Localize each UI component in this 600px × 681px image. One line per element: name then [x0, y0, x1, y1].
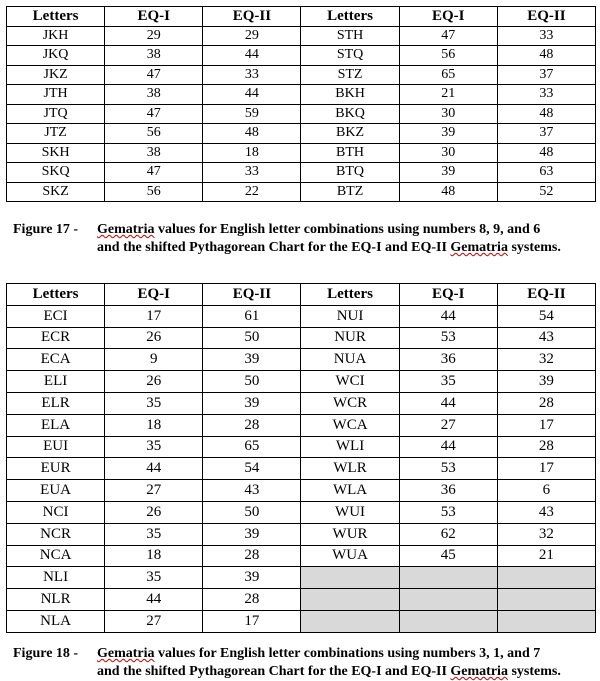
caption-text: and the shifted Pythagorean Chart for the EQ-I and EQ-II [97, 240, 451, 255]
caption-label: Figure 18 - [13, 646, 79, 661]
table-row [7, 589, 596, 611]
value-cell: 56 [105, 182, 203, 202]
empty-cell [301, 589, 399, 611]
letters-cell: ELR [7, 392, 105, 414]
empty-cell [301, 610, 399, 632]
value-cell: 44 [203, 46, 301, 66]
value-cell: 30 [399, 143, 497, 163]
table-row [7, 567, 596, 589]
header-eq1: EQ-I [105, 284, 203, 306]
value-cell: 48 [399, 182, 497, 202]
letters-cell: STH [301, 26, 399, 46]
value-cell: 39 [497, 371, 595, 393]
letters-cell: WCA [301, 414, 399, 436]
table-row [7, 501, 596, 523]
value-cell: 44 [105, 458, 203, 480]
header-eq2: EQ-II [497, 7, 595, 27]
value-cell: 45 [399, 545, 497, 567]
value-cell: 28 [203, 414, 301, 436]
letters-cell: WUA [301, 545, 399, 567]
table-row [7, 305, 596, 327]
value-cell: 44 [399, 392, 497, 414]
letters-cell: BTQ [301, 163, 399, 183]
value-cell: 17 [203, 610, 301, 632]
header-eq1: EQ-I [399, 7, 497, 27]
value-cell: 63 [497, 163, 595, 183]
table-row [7, 46, 596, 66]
letters-cell: BKZ [301, 124, 399, 144]
value-cell: 44 [105, 589, 203, 611]
value-cell: 28 [497, 436, 595, 458]
table-row [7, 182, 596, 202]
value-cell: 48 [497, 143, 595, 163]
letters-cell: WCR [301, 392, 399, 414]
table-body [7, 305, 596, 632]
letters-cell: EUI [7, 436, 105, 458]
value-cell: 36 [399, 349, 497, 371]
table-header-row [7, 7, 596, 27]
table-row [7, 143, 596, 163]
value-cell: 30 [399, 104, 497, 124]
value-cell: 35 [105, 567, 203, 589]
header-eq2: EQ-II [203, 284, 301, 306]
table-row [7, 327, 596, 349]
caption-text: values for English letter combinations using numbers 3, 1, and 7 [154, 646, 541, 661]
value-cell: 26 [105, 371, 203, 393]
value-cell: 35 [105, 523, 203, 545]
value-cell: 21 [399, 85, 497, 105]
value-cell: 27 [105, 610, 203, 632]
letters-cell: NUR [301, 327, 399, 349]
header-eq2: EQ-II [203, 7, 301, 27]
value-cell: 32 [497, 349, 595, 371]
figure-17-caption [13, 221, 598, 257]
value-cell: 47 [399, 26, 497, 46]
value-cell: 47 [105, 163, 203, 183]
value-cell: 43 [203, 480, 301, 502]
table-row [7, 545, 596, 567]
value-cell: 27 [105, 480, 203, 502]
value-cell: 39 [203, 523, 301, 545]
caption-word: Gematria [450, 664, 508, 679]
caption-word: Gematria [97, 222, 155, 237]
table-row [7, 458, 596, 480]
table-row [7, 523, 596, 545]
value-cell: 50 [203, 327, 301, 349]
caption-text: systems. [507, 664, 561, 679]
letters-cell: WUR [301, 523, 399, 545]
letters-cell: WLR [301, 458, 399, 480]
header-letters: Letters [301, 7, 399, 27]
value-cell: 38 [105, 85, 203, 105]
table-row [7, 85, 596, 105]
value-cell: 18 [105, 414, 203, 436]
value-cell: 18 [105, 545, 203, 567]
value-cell: 39 [203, 349, 301, 371]
value-cell: 29 [105, 26, 203, 46]
letters-cell: ECR [7, 327, 105, 349]
caption-text: values for English letter combinations using numbers 8, 9, and 6 [154, 222, 541, 237]
table-row [7, 104, 596, 124]
table-row [7, 480, 596, 502]
letters-cell: ECI [7, 305, 105, 327]
value-cell: 65 [203, 436, 301, 458]
letters-cell: JKH [7, 26, 105, 46]
letters-cell: NUI [301, 305, 399, 327]
value-cell: 33 [497, 26, 595, 46]
table-header-row [7, 284, 596, 306]
value-cell: 62 [399, 523, 497, 545]
table-row [7, 163, 596, 183]
letters-cell: NCI [7, 501, 105, 523]
empty-cell [497, 610, 595, 632]
empty-cell [301, 567, 399, 589]
caption-word: Gematria [97, 646, 155, 661]
letters-cell: NLI [7, 567, 105, 589]
letters-cell: ECA [7, 349, 105, 371]
table-row [7, 392, 596, 414]
value-cell: 33 [203, 65, 301, 85]
value-cell: 35 [105, 392, 203, 414]
empty-cell [497, 589, 595, 611]
letters-cell: BTZ [301, 182, 399, 202]
letters-cell: WUI [301, 501, 399, 523]
value-cell: 43 [497, 501, 595, 523]
header-letters: Letters [301, 284, 399, 306]
value-cell: 37 [497, 65, 595, 85]
header-eq1: EQ-I [105, 7, 203, 27]
value-cell: 28 [203, 589, 301, 611]
value-cell: 52 [497, 182, 595, 202]
table-row [7, 371, 596, 393]
table-figure-17 [6, 6, 596, 202]
letters-cell: NCR [7, 523, 105, 545]
value-cell: 48 [203, 124, 301, 144]
table-row [7, 349, 596, 371]
letters-cell: WLI [301, 436, 399, 458]
letters-cell: SKH [7, 143, 105, 163]
value-cell: 17 [497, 458, 595, 480]
value-cell: 26 [105, 327, 203, 349]
value-cell: 43 [497, 327, 595, 349]
header-letters: Letters [7, 284, 105, 306]
value-cell: 61 [203, 305, 301, 327]
letters-cell: ELA [7, 414, 105, 436]
value-cell: 38 [105, 46, 203, 66]
caption-text: systems. [507, 240, 561, 255]
table-row [7, 26, 596, 46]
table-row [7, 65, 596, 85]
value-cell: 35 [399, 371, 497, 393]
value-cell: 53 [399, 327, 497, 349]
caption-label: Figure 17 - [13, 222, 79, 237]
empty-cell [399, 589, 497, 611]
figure-18-caption [13, 645, 598, 681]
value-cell: 32 [497, 523, 595, 545]
letters-cell: BKH [301, 85, 399, 105]
value-cell: 6 [497, 480, 595, 502]
letters-cell: JTZ [7, 124, 105, 144]
value-cell: 39 [399, 163, 497, 183]
letters-cell: NUA [301, 349, 399, 371]
value-cell: 39 [399, 124, 497, 144]
letters-cell: ELI [7, 371, 105, 393]
value-cell: 37 [497, 124, 595, 144]
value-cell: 53 [399, 501, 497, 523]
empty-cell [399, 610, 497, 632]
value-cell: 26 [105, 501, 203, 523]
value-cell: 17 [497, 414, 595, 436]
letters-cell: NLA [7, 610, 105, 632]
table-body [7, 26, 596, 202]
value-cell: 56 [105, 124, 203, 144]
caption-text: and the shifted Pythagorean Chart for the EQ-I and EQ-II [97, 664, 451, 679]
value-cell: 27 [399, 414, 497, 436]
value-cell: 33 [497, 85, 595, 105]
table-row [7, 124, 596, 144]
value-cell: 9 [105, 349, 203, 371]
value-cell: 44 [399, 436, 497, 458]
letters-cell: SKQ [7, 163, 105, 183]
table-row [7, 610, 596, 632]
header-eq1: EQ-I [399, 284, 497, 306]
value-cell: 28 [497, 392, 595, 414]
letters-cell: JTQ [7, 104, 105, 124]
header-letters: Letters [7, 7, 105, 27]
value-cell: 50 [203, 371, 301, 393]
table-row [7, 436, 596, 458]
value-cell: 48 [497, 104, 595, 124]
value-cell: 65 [399, 65, 497, 85]
value-cell: 36 [399, 480, 497, 502]
value-cell: 47 [105, 104, 203, 124]
letters-cell: STZ [301, 65, 399, 85]
value-cell: 53 [399, 458, 497, 480]
letters-cell: JKQ [7, 46, 105, 66]
value-cell: 50 [203, 501, 301, 523]
value-cell: 35 [105, 436, 203, 458]
value-cell: 21 [497, 545, 595, 567]
letters-cell: JTH [7, 85, 105, 105]
letters-cell: WCI [301, 371, 399, 393]
value-cell: 39 [203, 567, 301, 589]
letters-cell: NCA [7, 545, 105, 567]
letters-cell: BTH [301, 143, 399, 163]
caption-word: Gematria [450, 240, 508, 255]
letters-cell: EUR [7, 458, 105, 480]
value-cell: 33 [203, 163, 301, 183]
letters-cell: EUA [7, 480, 105, 502]
value-cell: 17 [105, 305, 203, 327]
letters-cell: NLR [7, 589, 105, 611]
value-cell: 39 [203, 392, 301, 414]
value-cell: 56 [399, 46, 497, 66]
table-figure-18 [6, 283, 596, 633]
table-row [7, 414, 596, 436]
value-cell: 54 [203, 458, 301, 480]
value-cell: 44 [203, 85, 301, 105]
value-cell: 38 [105, 143, 203, 163]
empty-cell [399, 567, 497, 589]
header-eq2: EQ-II [497, 284, 595, 306]
letters-cell: STQ [301, 46, 399, 66]
letters-cell: BKQ [301, 104, 399, 124]
value-cell: 29 [203, 26, 301, 46]
empty-cell [497, 567, 595, 589]
value-cell: 48 [497, 46, 595, 66]
letters-cell: JKZ [7, 65, 105, 85]
value-cell: 44 [399, 305, 497, 327]
letters-cell: WLA [301, 480, 399, 502]
value-cell: 59 [203, 104, 301, 124]
value-cell: 22 [203, 182, 301, 202]
value-cell: 28 [203, 545, 301, 567]
value-cell: 47 [105, 65, 203, 85]
value-cell: 18 [203, 143, 301, 163]
value-cell: 54 [497, 305, 595, 327]
letters-cell: SKZ [7, 182, 105, 202]
